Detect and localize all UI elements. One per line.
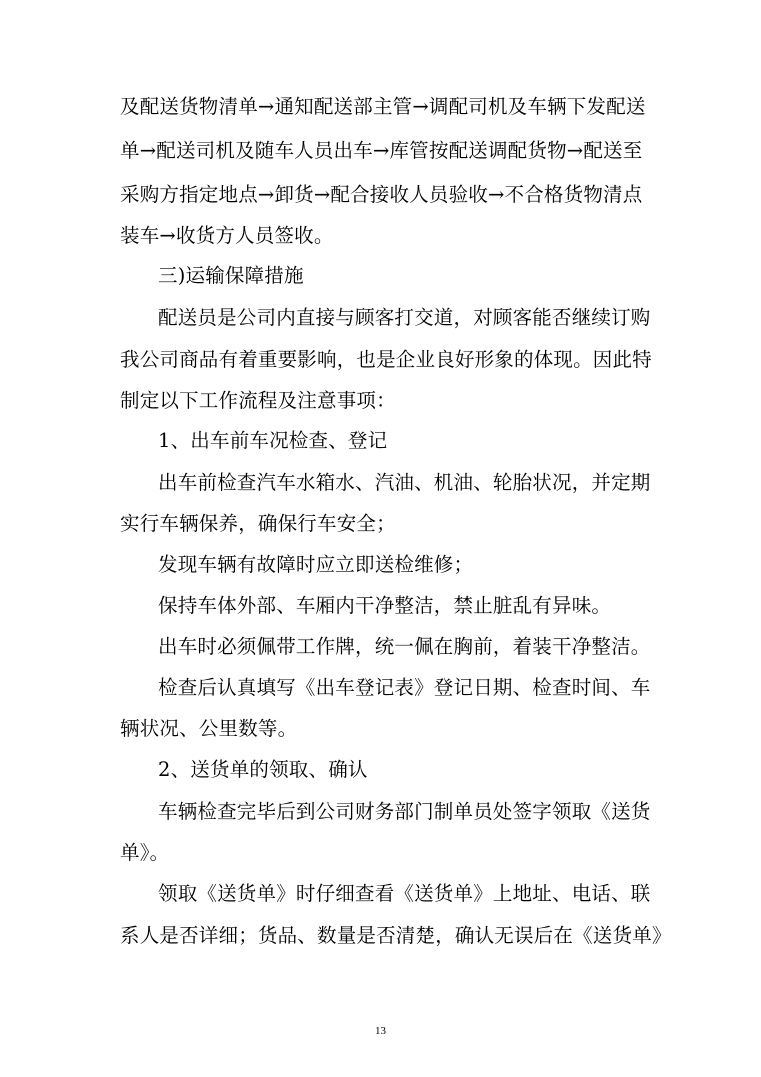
body-text-line: 制定以下工作流程及注意事项：	[120, 389, 396, 412]
section-heading: 三)运输保障措施	[158, 264, 304, 287]
body-text-line: 及配送货物清单→通知配送部主管→调配司机及车辆下发配送	[120, 95, 646, 118]
body-text-line: 装车→收货方人员签收。	[120, 224, 334, 247]
body-text-line: 单→配送司机及随车人员出车→库管按配送调配货物→配送至	[120, 139, 643, 162]
subsection-heading: 1、出车前车况检查、登记	[158, 429, 388, 452]
body-text-line: 系人是否详细；货品、数量是否清楚，确认无误后在《送货单》	[120, 924, 672, 947]
body-text-line: 检查后认真填写《出车登记表》登记日期、检查时间、车	[158, 676, 651, 699]
body-text-line: 保持车体外部、车厢内干净整洁，禁止脏乱有异味。	[158, 594, 612, 617]
body-text-line: 我公司商品有着重要影响，也是企业良好形象的体现。因此特	[120, 348, 652, 371]
body-text-line: 车辆检查完毕后到公司财务部门制单员处签字领取《送货	[158, 800, 651, 823]
body-text-line: 出车时必须佩带工作牌，统一佩在胸前，着装干净整洁。	[158, 635, 651, 658]
page-number: 13	[375, 1025, 386, 1037]
body-text-line: 采购方指定地点→卸货→配合接收人员验收→不合格货物清点	[120, 183, 643, 206]
subsection-heading: 2、送货单的领取、确认	[158, 758, 368, 781]
body-text-line: 领取《送货单》时仔细查看《送货单》上地址、电话、联	[158, 882, 651, 905]
body-text-line: 出车前检查汽车水箱水、汽油、机油、轮胎状况，并定期	[158, 471, 651, 494]
body-text-line: 实行车辆保养，确保行车安全；	[120, 512, 396, 535]
body-text-line: 发现车辆有故障时应立即送检维修；	[158, 553, 474, 576]
body-text-line: 配送员是公司内直接与顾客打交道，对顾客能否继续订购	[158, 306, 651, 329]
body-text-line: 辆状况、公里数等。	[120, 717, 298, 740]
body-text-line: 单》。	[120, 841, 170, 864]
